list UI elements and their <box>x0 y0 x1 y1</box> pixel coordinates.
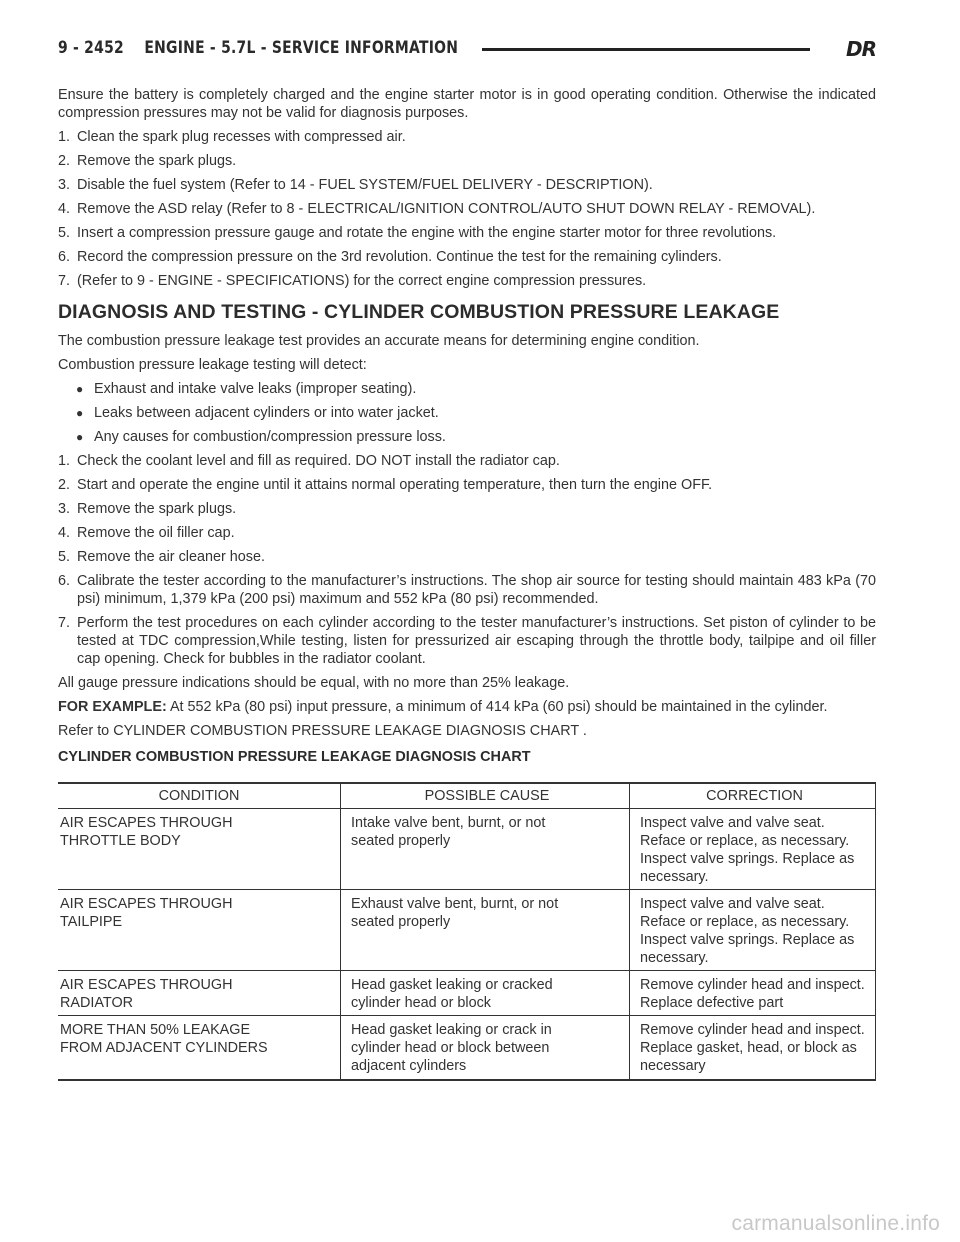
bullet-dot-icon: ● <box>76 430 84 444</box>
table-body <box>58 809 876 1081</box>
cell-text-line: Reface or replace, as necessary. <box>640 833 850 849</box>
example-label: FOR EXAMPLE: <box>58 699 167 715</box>
step-number: 7. <box>58 615 71 631</box>
cell-text-line: cylinder head or block between <box>351 1040 550 1056</box>
step-text: Perform the test procedures on each cylinder according to the tester manufacturer’s instructions. Set piston of cylinder to be tested at TDC compression,While testing, listen for pressurized air escaping through the throttle body, tailpipe and oil filler cap opening. Check for bubbles in the radiator coolant. <box>77 615 876 667</box>
diagnosis-table <box>58 782 876 1081</box>
detect-label: Combustion pressure leakage testing will detect: <box>58 357 367 373</box>
bullet-text: Any causes for combustion/compression pressure loss. <box>94 429 446 445</box>
step-item <box>58 500 876 518</box>
bullet-text: Leaks between adjacent cylinders or into water jacket. <box>94 405 439 421</box>
body-content <box>58 86 876 1081</box>
step-item <box>58 524 876 542</box>
cell-text-line: seated properly <box>351 914 451 930</box>
table-row <box>58 809 876 890</box>
cause-cell <box>341 971 630 1016</box>
cell-text-line: RADIATOR <box>60 995 134 1011</box>
header-page-title: 9 - 2452 ENGINE - 5.7L - SERVICE INFORMATION <box>58 38 459 58</box>
step-text: Remove the ASD relay (Refer to 8 - ELECTRICAL/IGNITION CONTROL/AUTO SHUT DOWN RELAY - REMOVAL). <box>77 201 816 217</box>
step-item <box>58 548 876 566</box>
cell-text-line: Intake valve bent, burnt, or not <box>351 815 546 831</box>
step-item <box>58 248 876 266</box>
bullet-item <box>76 404 876 422</box>
condition-cell <box>58 809 341 890</box>
cell-text-line: Inspect valve springs. Replace as <box>640 851 855 867</box>
step-number: 1. <box>58 453 71 469</box>
compression-test-steps <box>58 128 876 290</box>
step-text: Clean the spark plug recesses with compressed air. <box>77 129 406 145</box>
column-header-condition: CONDITION <box>58 783 341 809</box>
step-text: Disable the fuel system (Refer to 14 - FUEL SYSTEM/FUEL DELIVERY - DESCRIPTION). <box>77 177 653 193</box>
chart-title: CYLINDER COMBUSTION PRESSURE LEAKAGE DIAGNOSIS CHART <box>58 749 531 765</box>
cell-text-line: Reface or replace, as necessary. <box>640 914 850 930</box>
example-text: At 552 kPa (80 psi) input pressure, a minimum of 414 kPa (60 psi) should be maintained in the cylinder. <box>166 699 828 715</box>
condition-cell <box>58 890 341 971</box>
cell-text-line: MORE THAN 50% LEAKAGE <box>60 1022 251 1038</box>
cell-text-line: Remove cylinder head and inspect. <box>640 977 865 993</box>
step-number: 3. <box>58 501 71 517</box>
column-header-cause: POSSIBLE CAUSE <box>341 783 630 809</box>
watermark: carmanualsonline.info <box>731 1212 940 1235</box>
step-number: 5. <box>58 225 71 241</box>
step-item <box>58 272 876 290</box>
cell-text-line: cylinder head or block <box>351 995 491 1011</box>
step-text: Calibrate the tester according to the manufacturer’s instructions. The shop air source for testing should maintain 483 kPa (70 psi) minimum, 1,379 kPa (200 psi) maximum and 552 kPa (80 psi) recommended. <box>77 573 876 607</box>
cell-text-line: Head gasket leaking or cracked <box>351 977 553 993</box>
cause-cell <box>341 809 630 890</box>
step-text: Remove the air cleaner hose. <box>77 549 265 565</box>
bullet-dot-icon: ● <box>76 382 84 396</box>
header-model-code: DR <box>845 37 876 61</box>
step-text: Check the coolant level and fill as required. DO NOT install the radiator cap. <box>77 453 560 469</box>
step-number: 1. <box>58 129 71 145</box>
chart-reference: Refer to CYLINDER COMBUSTION PRESSURE LEAKAGE DIAGNOSIS CHART . <box>58 723 587 739</box>
step-number: 7. <box>58 273 71 289</box>
step-text: Remove the oil filler cap. <box>77 525 235 541</box>
cell-text-line: Inspect valve springs. Replace as <box>640 932 855 948</box>
table-row <box>58 971 876 1016</box>
step-text: Insert a compression pressure gauge and rotate the engine with the engine starter motor for three revolutions. <box>77 225 777 241</box>
step-item <box>58 152 876 170</box>
condition-cell <box>58 1016 341 1081</box>
step-item <box>58 200 876 218</box>
condition-cell <box>58 971 341 1016</box>
cell-text-line: Remove cylinder head and inspect. <box>640 1022 865 1038</box>
cell-text-line: AIR ESCAPES THROUGH <box>60 977 233 993</box>
step-item <box>58 224 876 242</box>
step-item <box>58 572 876 608</box>
step-number: 2. <box>58 153 71 169</box>
step-number: 3. <box>58 177 71 193</box>
step-number: 4. <box>58 201 71 217</box>
correction-cell <box>630 971 876 1016</box>
step-item <box>58 176 876 194</box>
step-number: 6. <box>58 249 71 265</box>
table-row <box>58 890 876 971</box>
bullet-text: Exhaust and intake valve leaks (improper seating). <box>94 381 417 397</box>
cell-text-line: Head gasket leaking or crack in <box>351 1022 552 1038</box>
cell-text-line: adjacent cylinders <box>351 1058 467 1074</box>
bullet-dot-icon: ● <box>76 406 84 420</box>
detect-bullet-list <box>58 380 876 446</box>
example-paragraph <box>58 698 876 716</box>
correction-cell <box>630 890 876 971</box>
step-text: Remove the spark plugs. <box>77 153 237 169</box>
running-header <box>58 38 876 64</box>
cell-text-line: Replace gasket, head, or block as <box>640 1040 857 1056</box>
cell-text-line: seated properly <box>351 833 451 849</box>
cell-text-line: Replace defective part <box>640 995 784 1011</box>
cause-cell <box>341 890 630 971</box>
cell-text-line: AIR ESCAPES THROUGH <box>60 896 233 912</box>
leak-intro-paragraph: The combustion pressure leakage test provides an accurate means for determining engine condition. <box>58 333 700 349</box>
cell-text-line: Exhaust valve bent, burnt, or not <box>351 896 559 912</box>
bullet-item <box>76 428 876 446</box>
cell-text-line: FROM ADJACENT CYLINDERS <box>60 1040 268 1056</box>
step-item <box>58 452 876 470</box>
cell-text-line: necessary <box>640 1058 706 1074</box>
step-item <box>58 128 876 146</box>
step-number: 4. <box>58 525 71 541</box>
step-text: Record the compression pressure on the 3rd revolution. Continue the test for the remaining cylinders. <box>77 249 722 265</box>
step-number: 5. <box>58 549 71 565</box>
step-number: 2. <box>58 477 71 493</box>
header-rule <box>482 48 810 51</box>
cell-text-line: necessary. <box>640 869 709 885</box>
step-text: Start and operate the engine until it attains normal operating temperature, then turn the engine OFF. <box>77 477 713 493</box>
section-heading: DIAGNOSIS AND TESTING - CYLINDER COMBUSTION PRESSURE LEAKAGE <box>58 301 780 323</box>
cell-text-line: Inspect valve and valve seat. <box>640 815 825 831</box>
cell-text-line: THROTTLE BODY <box>60 833 181 849</box>
step-text: Remove the spark plugs. <box>77 501 237 517</box>
cell-text-line: Inspect valve and valve seat. <box>640 896 825 912</box>
step-text: (Refer to 9 - ENGINE - SPECIFICATIONS) for the correct engine compression pressures. <box>77 273 647 289</box>
cell-text-line: necessary. <box>640 950 709 966</box>
table-header-row <box>58 783 876 809</box>
cell-text-line: AIR ESCAPES THROUGH <box>60 815 233 831</box>
step-item <box>58 476 876 494</box>
gauge-note: All gauge pressure indications should be equal, with no more than 25% leakage. <box>58 675 570 691</box>
correction-cell <box>630 1016 876 1081</box>
correction-cell <box>630 809 876 890</box>
intro-paragraph: Ensure the battery is completely charged and the engine starter motor is in good operating condition. Otherwise the indicated compression pressures may not be valid for diagnosis purposes. <box>58 87 876 121</box>
bullet-item <box>76 380 876 398</box>
cell-text-line: TAILPIPE <box>60 914 123 930</box>
cause-cell <box>341 1016 630 1081</box>
column-header-correction: CORRECTION <box>630 783 876 809</box>
table-row <box>58 1016 876 1081</box>
step-item <box>58 614 876 668</box>
leakage-test-steps <box>58 452 876 668</box>
step-number: 6. <box>58 573 71 589</box>
